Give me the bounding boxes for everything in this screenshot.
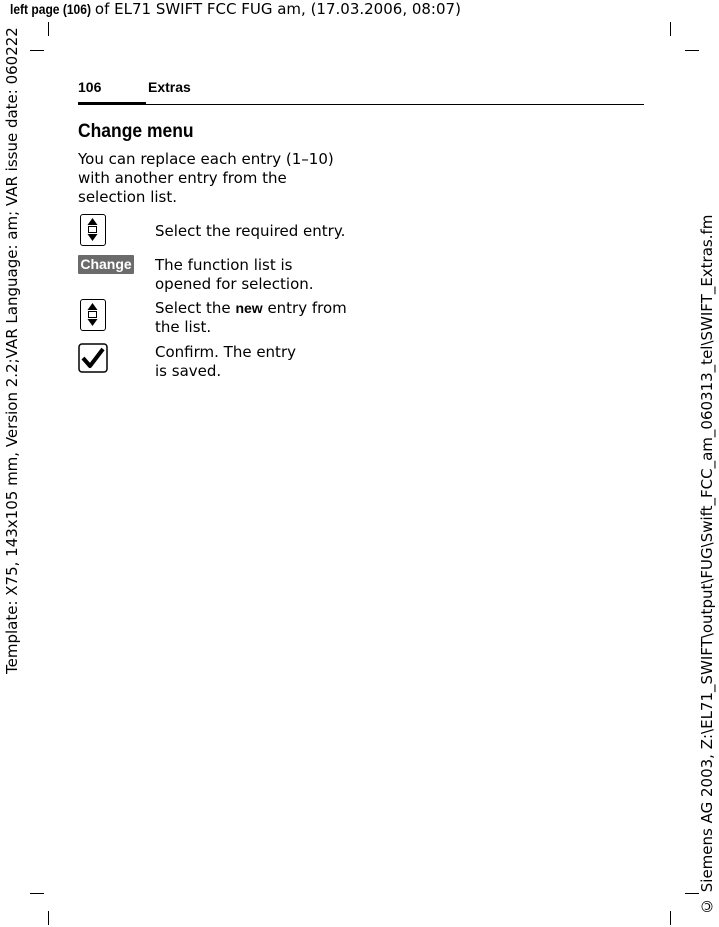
crop-mark	[48, 22, 49, 36]
print-header-rest: of EL71 SWIFT FCC FUG am, (17.03.2006, 08:07)	[90, 0, 461, 18]
crop-mark	[30, 50, 44, 51]
step-text	[155, 299, 350, 337]
step-text: The function list is opened for selection.	[155, 256, 314, 293]
crop-mark	[48, 911, 49, 925]
crop-mark	[30, 893, 44, 894]
step-text-after: entry from the list.	[155, 299, 347, 336]
page-number: 106	[78, 79, 102, 95]
template-info-side-text: Template: X75, 143x105 mm, Version 2.2;VAR Language: am; VAR issue date: 060222	[3, 27, 21, 674]
step-text: Select the required entry.	[155, 222, 346, 240]
step-text-before: Select the	[155, 299, 236, 317]
navigation-key-icon	[80, 214, 106, 246]
copyright-side-text: © Siemens AG 2003, Z:\EL71_SWIFT\output\FUG\Swift_FCC_am_060313_tel\SWIFT_Extras.fm	[698, 214, 716, 915]
step-text: Confirm. The entry is saved.	[155, 343, 296, 380]
change-softkey: Change	[78, 255, 134, 274]
header-rule	[78, 104, 644, 105]
checkmark-icon	[78, 343, 108, 373]
intro-paragraph: You can replace each entry (1–10) with another entry from the selection list.	[78, 150, 334, 206]
page-title: Change menu	[78, 121, 194, 142]
crop-mark	[670, 22, 671, 36]
crop-mark	[685, 50, 699, 51]
print-header-page-label: left page (106)	[10, 1, 91, 17]
navigation-key-icon	[80, 299, 106, 331]
crop-mark	[670, 911, 671, 925]
section-title: Extras	[148, 79, 191, 95]
step-text-bold: new	[235, 300, 263, 316]
print-header	[10, 0, 461, 18]
